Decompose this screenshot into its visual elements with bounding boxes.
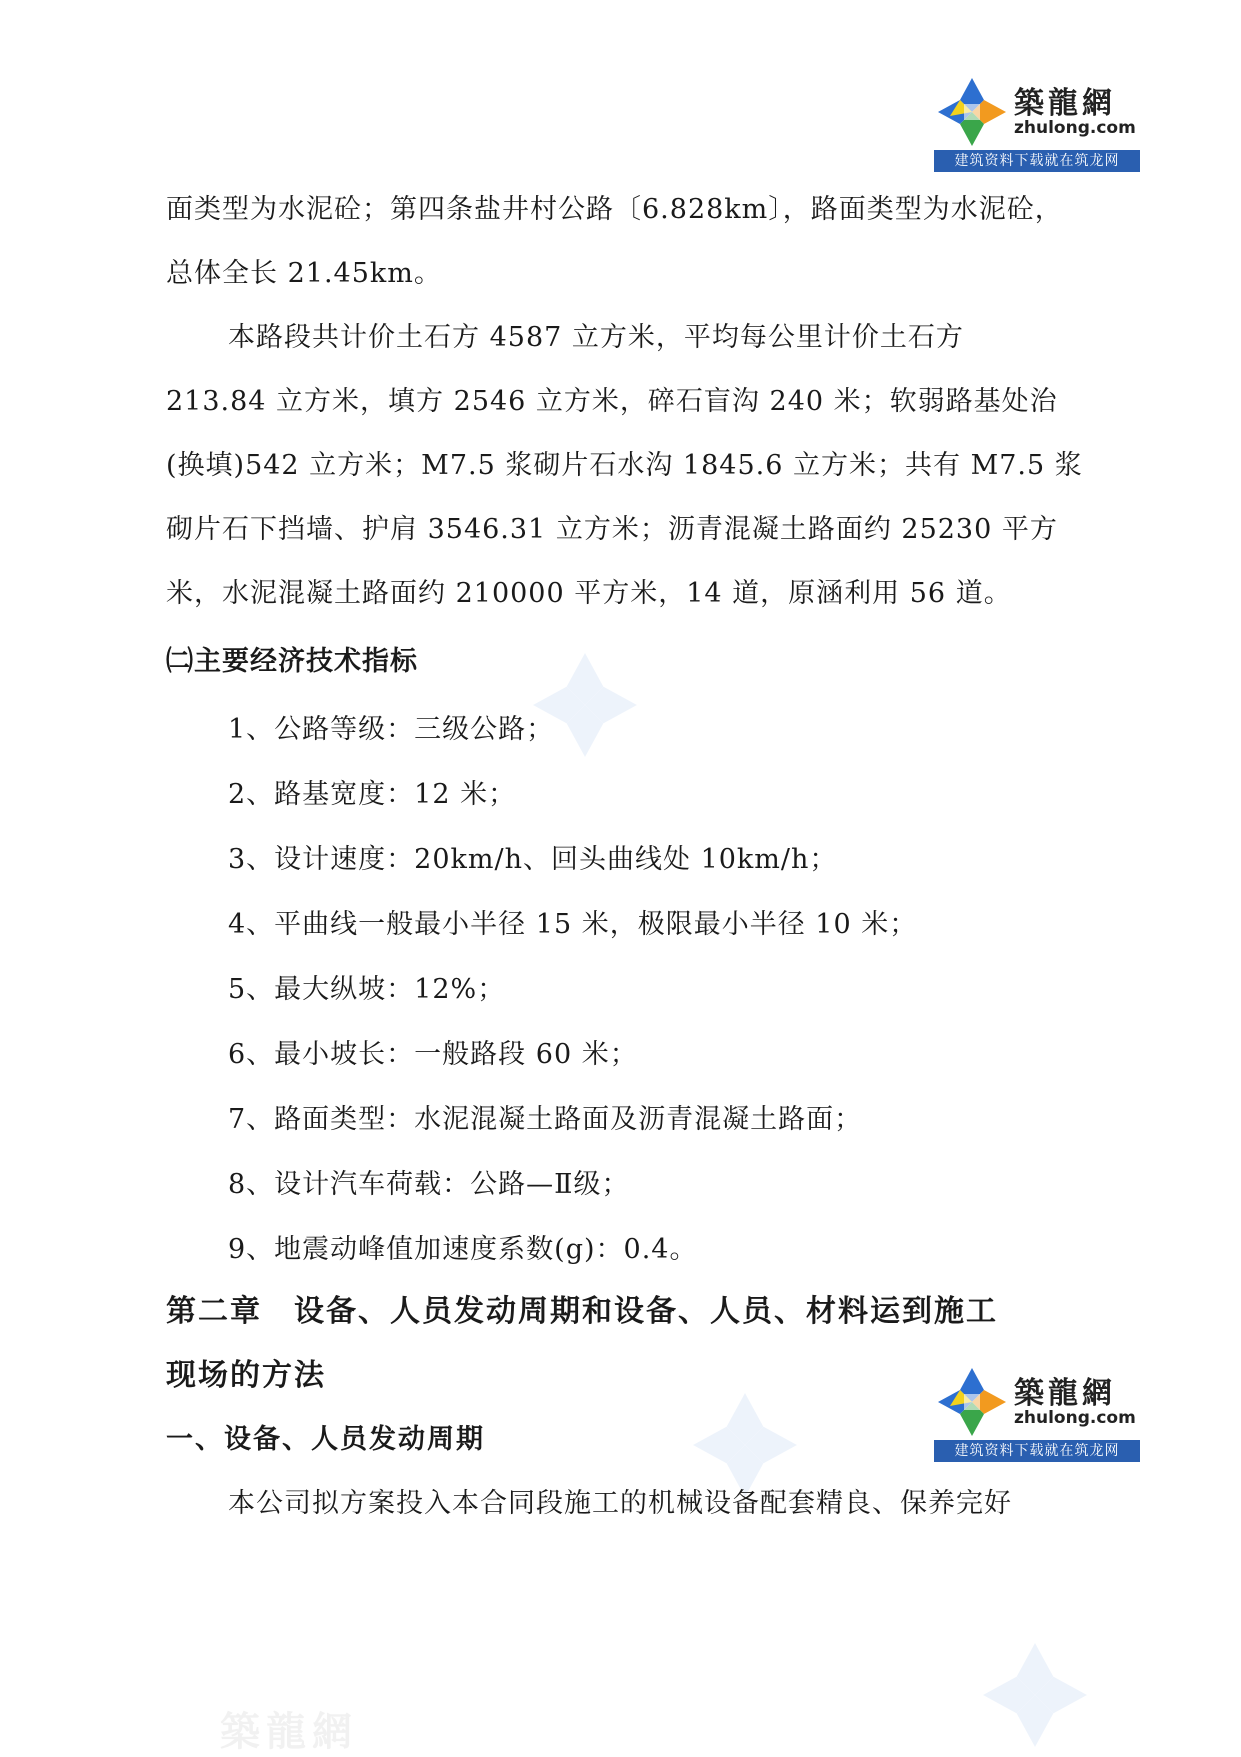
para2-line: 213.84 立方米，填方 2546 立方米，碎石盲沟 240 米；软弱路基处治	[166, 386, 1058, 417]
list-item: 1、公路等级：三级公路；	[228, 714, 555, 745]
footer-watermark-text: 築龍網	[220, 1709, 358, 1755]
list-item: 4、平曲线一般最小半径 15 米，极限最小半径 10 米；	[228, 909, 918, 940]
para2-line: 米，水泥混凝土路面约 210000 平方米，14 道，原涵利用 56 道。	[166, 578, 1012, 609]
list-item: 5、最大纵坡：12%；	[228, 974, 506, 1005]
logo-slogan: 建筑资料下载就在筑龙网	[934, 1440, 1140, 1462]
body-line-1: 面类型为水泥砼；第四条盐井村公路〔6.828km〕，路面类型为水泥砼，	[166, 194, 1063, 225]
para2-line: (换填)542 立方米；M7.5 浆砌片石水沟 1845.6 立方米；共有 M7.5 浆	[166, 450, 1083, 481]
body-line-2: 总体全长 21.45km。	[166, 258, 442, 289]
indicators-list	[228, 710, 1028, 1295]
chapter-title-line-2: 现场的方法	[166, 1358, 326, 1393]
logo-name-cn: 築龍網	[1014, 86, 1116, 121]
zhulong-logo-icon	[936, 76, 1008, 148]
para2-line: 本路段共计价土石方 4587 立方米，平均每公里计价土石方	[228, 322, 964, 353]
logo-domain: zhulong.com	[1014, 1408, 1136, 1428]
list-item: 7、路面类型：水泥混凝土路面及沥青混凝土路面；	[228, 1104, 863, 1135]
logo-name-cn: 築龍網	[1014, 1376, 1116, 1411]
list-item: 3、设计速度：20km/h、回头曲线处 10km/h；	[228, 844, 838, 875]
watermark-logo-icon	[980, 1640, 1090, 1750]
chapter-title-line-1: 第二章 设备、人员发动周期和设备、人员、材料运到施工	[166, 1294, 998, 1329]
subsection-title: 一、设备、人员发动周期	[166, 1424, 485, 1455]
body-last-para: 本公司拟方案投入本合同段施工的机械设备配套精良、保养完好	[228, 1488, 1012, 1519]
list-item: 6、最小坡长：一般路段 60 米；	[228, 1039, 638, 1070]
list-item: 8、设计汽车荷载：公路—Ⅱ级；	[228, 1169, 630, 1200]
logo-domain: zhulong.com	[1014, 118, 1136, 138]
logo-slogan: 建筑资料下载就在筑龙网	[934, 150, 1140, 172]
section-title: ㈡主要经济技术指标	[166, 646, 418, 677]
para2-line: 砌片石下挡墙、护肩 3546.31 立方米；沥青混凝土路面约 25230 平方	[166, 514, 1058, 545]
list-item: 2、路基宽度：12 米；	[228, 779, 517, 810]
zhulong-logo	[934, 72, 1140, 172]
list-item: 9、地震动峰值加速度系数(g)：0.4。	[228, 1234, 698, 1265]
